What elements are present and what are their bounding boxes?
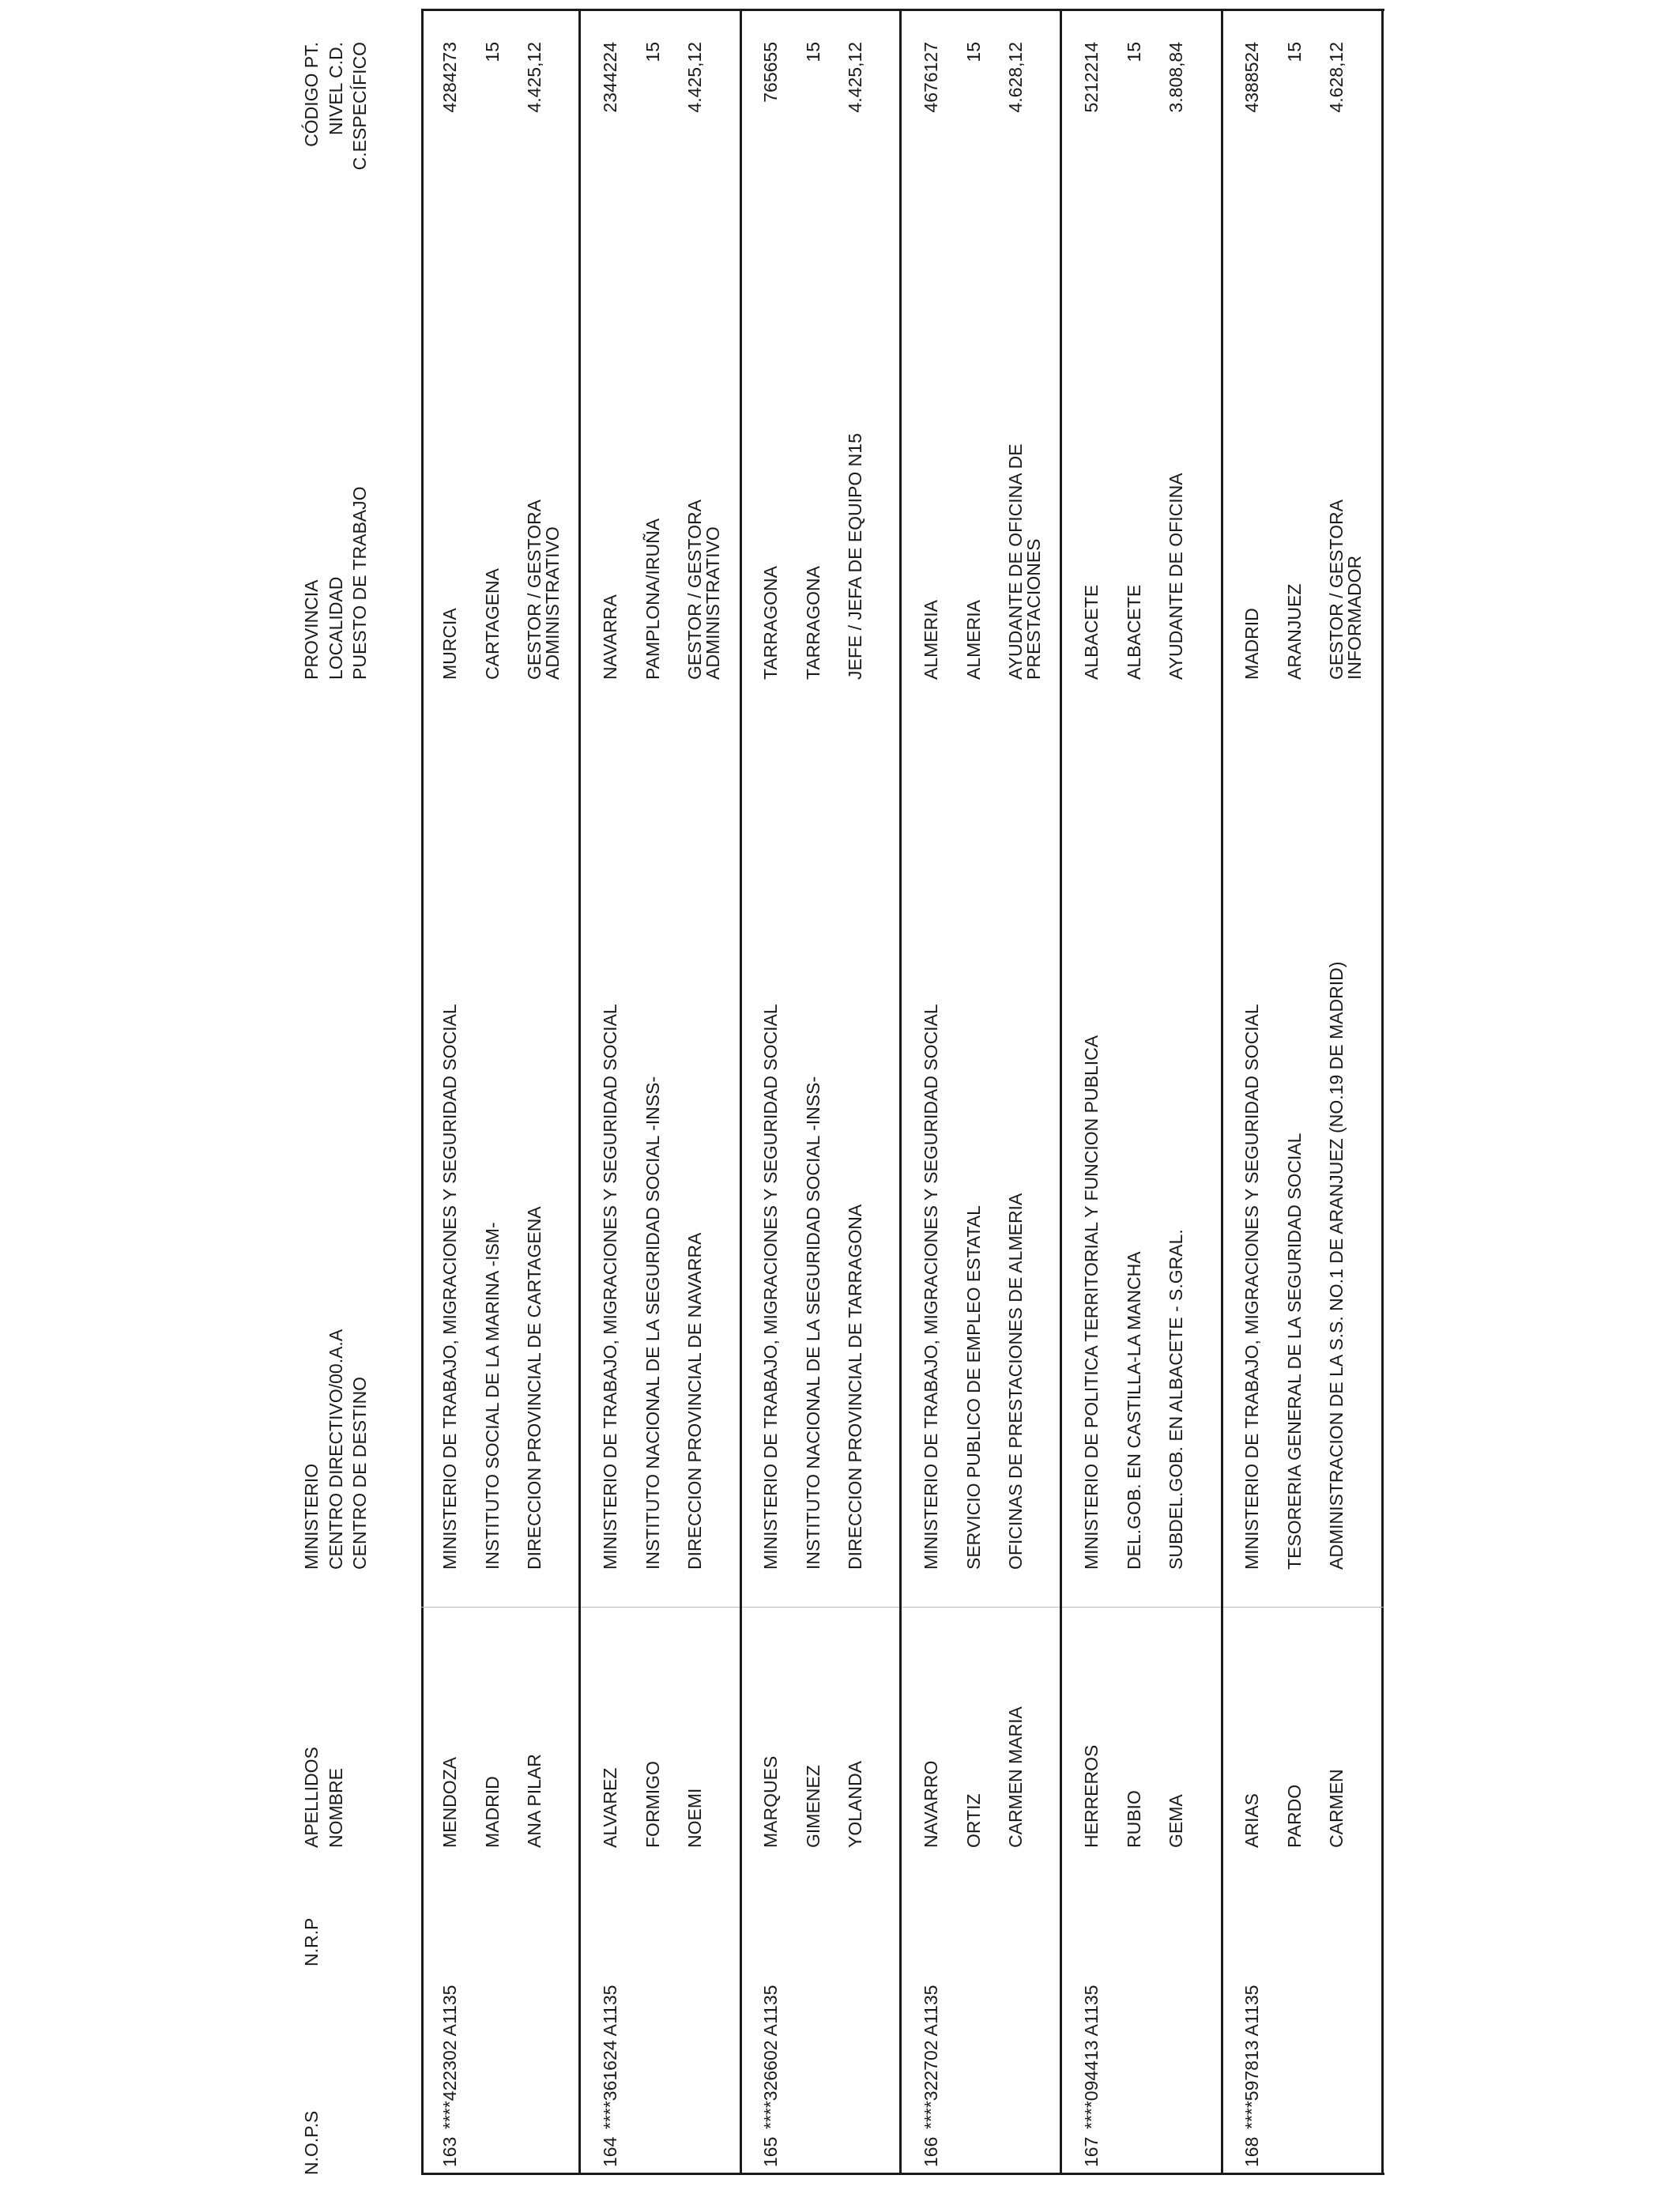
record-nivel: 15	[1284, 42, 1305, 62]
record-centro-directivo: INSTITUTO NACIONAL DE LA SEGURIDAD SOCIAL -INSS-	[803, 1076, 823, 1570]
record-especifico: 3.808,84	[1166, 42, 1186, 113]
header-ministerio: MINISTERIO	[301, 1463, 322, 1570]
record-codigo: 5212214	[1081, 42, 1102, 113]
record-puesto-line1: AYUDANTE DE OFICINA	[1166, 473, 1186, 680]
record-puesto-line2: INFORMADOR	[1344, 555, 1365, 680]
record-nops: 163	[439, 2136, 460, 2167]
record-apellido2: FORMIGO	[642, 1761, 663, 1848]
header-localidad: LOCALIDAD	[326, 576, 346, 680]
row-separator	[1060, 9, 1062, 2175]
record-nivel: 15	[482, 42, 503, 62]
header-codigo: CÓDIGO PT.	[301, 42, 322, 147]
record-puesto-line1: JEFE / JEFA DE EQUIPO N15	[845, 433, 865, 680]
record-centro-directivo: TESORERIA GENERAL DE LA SEGURIDAD SOCIAL	[1284, 1133, 1305, 1570]
record-centro-directivo: SERVICIO PUBLICO DE EMPLEO ESTATAL	[963, 1205, 984, 1570]
record-codigo: 2344224	[600, 42, 620, 113]
record-nops: 168	[1241, 2136, 1262, 2167]
record-nombre: NOEMI	[684, 1788, 705, 1848]
header-nops: N.O.P.S	[301, 2110, 322, 2175]
record-puesto-line1: GESTOR / GESTORA	[1326, 499, 1347, 680]
record-centro-destino: DIRECCION PROVINCIAL DE CARTAGENA	[524, 1206, 544, 1570]
header-centro-destino: CENTRO DE DESTINO	[349, 1376, 370, 1570]
row-separator	[740, 9, 742, 2175]
record-puesto-line1: GESTOR / GESTORA	[524, 499, 544, 680]
record-puesto-line2: ADMINISTRATIVO	[542, 526, 563, 680]
record-ministerio: MINISTERIO DE TRABAJO, MIGRACIONES Y SEGURIDAD SOCIAL	[1241, 1004, 1262, 1570]
record-codigo: 4284273	[439, 42, 460, 113]
record-provincia: MADRID	[1241, 608, 1262, 680]
record-apellido1: HERREROS	[1081, 1744, 1102, 1848]
row-separator	[899, 9, 902, 2175]
record-localidad: CARTAGENA	[482, 567, 503, 680]
record-centro-directivo: INSTITUTO NACIONAL DE LA SEGURIDAD SOCIAL -INSS-	[642, 1076, 663, 1570]
record-provincia: TARRAGONA	[760, 566, 781, 680]
record-nivel: 15	[642, 42, 663, 62]
record-localidad: PAMPLONA/IRUÑA	[642, 518, 663, 680]
record-puesto-line1: AYUDANTE DE OFICINA DE	[1005, 443, 1026, 680]
record-especifico: 4.628,12	[1005, 42, 1026, 113]
header-nrp: N.R.P	[301, 1917, 322, 1966]
record-localidad: ALBACETE	[1124, 584, 1144, 680]
table-bottom-border	[1381, 9, 1384, 2175]
record-centro-directivo: DEL.GOB. EN CASTILLA-LA MANCHA	[1124, 1251, 1144, 1570]
record-nops: 164	[600, 2136, 620, 2167]
record-centro-destino: OFICINAS DE PRESTACIONES DE ALMERIA	[1005, 1193, 1026, 1570]
record-provincia: MURCIA	[439, 608, 460, 680]
record-nrp: ****322702 A1135	[921, 1985, 941, 2129]
record-centro-destino: DIRECCION PROVINCIAL DE TARRAGONA	[845, 1204, 865, 1570]
record-apellido2: RUBIO	[1124, 1790, 1144, 1848]
record-nrp: ****361624 A1135	[600, 1985, 620, 2129]
record-nombre: CARMEN MARIA	[1005, 1706, 1026, 1848]
record-nrp: ****094413 A1135	[1081, 1985, 1102, 2129]
record-centro-destino: DIRECCION PROVINCIAL DE NAVARRA	[684, 1232, 705, 1570]
record-codigo: 4388524	[1241, 42, 1262, 113]
record-apellido1: ARIAS	[1241, 1793, 1262, 1848]
record-ministerio: MINISTERIO DE TRABAJO, MIGRACIONES Y SEGURIDAD SOCIAL	[439, 1004, 460, 1570]
row-separator	[1221, 9, 1223, 2175]
record-provincia: NAVARRA	[600, 594, 620, 680]
record-apellido2: PARDO	[1284, 1784, 1305, 1848]
record-apellido2: GIMENEZ	[803, 1765, 823, 1848]
record-nops: 166	[921, 2136, 941, 2167]
record-codigo: 4676127	[921, 42, 941, 113]
record-ministerio: MINISTERIO DE POLITICA TERRITORIAL Y FUNCION PUBLICA	[1081, 1035, 1102, 1570]
record-especifico: 4.425,12	[684, 42, 705, 113]
record-nrp: ****326602 A1135	[760, 1985, 781, 2129]
record-localidad: TARRAGONA	[803, 566, 823, 680]
record-especifico: 4.628,12	[1326, 42, 1347, 113]
record-puesto-line2: ADMINISTRATIVO	[703, 526, 723, 680]
table-right-border	[421, 9, 1384, 11]
record-nivel: 15	[1124, 42, 1144, 62]
header-nombre: NOMBRE	[326, 1768, 346, 1848]
record-especifico: 4.425,12	[845, 42, 865, 113]
header-apellidos: APELLIDOS	[301, 1747, 322, 1848]
record-codigo: 765655	[760, 42, 781, 103]
table-left-border	[421, 2173, 1384, 2175]
record-puesto-line2: PRESTACIONES	[1023, 538, 1044, 680]
header-centro-directivo: CENTRO DIRECTIVO/00.A.A	[326, 1329, 346, 1570]
record-centro-destino: SUBDEL.GOB. EN ALBACETE - S.GRAL.	[1166, 1229, 1186, 1570]
row-separator	[578, 9, 581, 2175]
record-provincia: ALMERIA	[921, 600, 941, 680]
record-provincia: ALBACETE	[1081, 584, 1102, 680]
record-nombre: GEMA	[1166, 1794, 1186, 1848]
record-nops: 167	[1081, 2136, 1102, 2167]
record-apellido1: ALVAREZ	[600, 1767, 620, 1848]
record-ministerio: MINISTERIO DE TRABAJO, MIGRACIONES Y SEGURIDAD SOCIAL	[760, 1004, 781, 1570]
record-apellido2: ORTIZ	[963, 1793, 984, 1848]
record-apellido2: MADRID	[482, 1776, 503, 1848]
record-ministerio: MINISTERIO DE TRABAJO, MIGRACIONES Y SEGURIDAD SOCIAL	[921, 1004, 941, 1570]
record-nrp: ****422302 A1135	[439, 1985, 460, 2129]
record-nops: 165	[760, 2136, 781, 2167]
header-provincia: PROVINCIA	[301, 579, 322, 680]
header-especifico: C.ESPECÍFICO	[349, 42, 370, 171]
record-localidad: ALMERIA	[963, 600, 984, 680]
record-centro-destino: ADMINISTRACION DE LA S.S. NO.1 DE ARANJUEZ (NO.19 DE MADRID)	[1326, 961, 1347, 1570]
record-apellido1: MARQUES	[760, 1755, 781, 1848]
record-nivel: 15	[803, 42, 823, 62]
record-nivel: 15	[963, 42, 984, 62]
record-apellido1: NAVARRO	[921, 1760, 941, 1848]
record-nombre: YOLANDA	[845, 1761, 865, 1848]
record-centro-directivo: INSTITUTO SOCIAL DE LA MARINA -ISM-	[482, 1222, 503, 1570]
record-apellido1: MENDOZA	[439, 1757, 460, 1848]
table-top-border	[421, 9, 424, 2175]
header-nivel: NIVEL C.D.	[326, 42, 346, 136]
record-nombre: CARMEN	[1326, 1769, 1347, 1848]
record-nombre: ANA PILAR	[524, 1754, 544, 1848]
column-guide	[421, 1607, 1384, 1608]
record-puesto-line1: GESTOR / GESTORA	[684, 499, 705, 680]
header-puesto: PUESTO DE TRABAJO	[349, 486, 370, 680]
record-nrp: ****597813 A1135	[1241, 1985, 1262, 2129]
record-localidad: ARANJUEZ	[1284, 583, 1305, 680]
record-especifico: 4.425,12	[524, 42, 544, 113]
record-ministerio: MINISTERIO DE TRABAJO, MIGRACIONES Y SEGURIDAD SOCIAL	[600, 1004, 620, 1570]
